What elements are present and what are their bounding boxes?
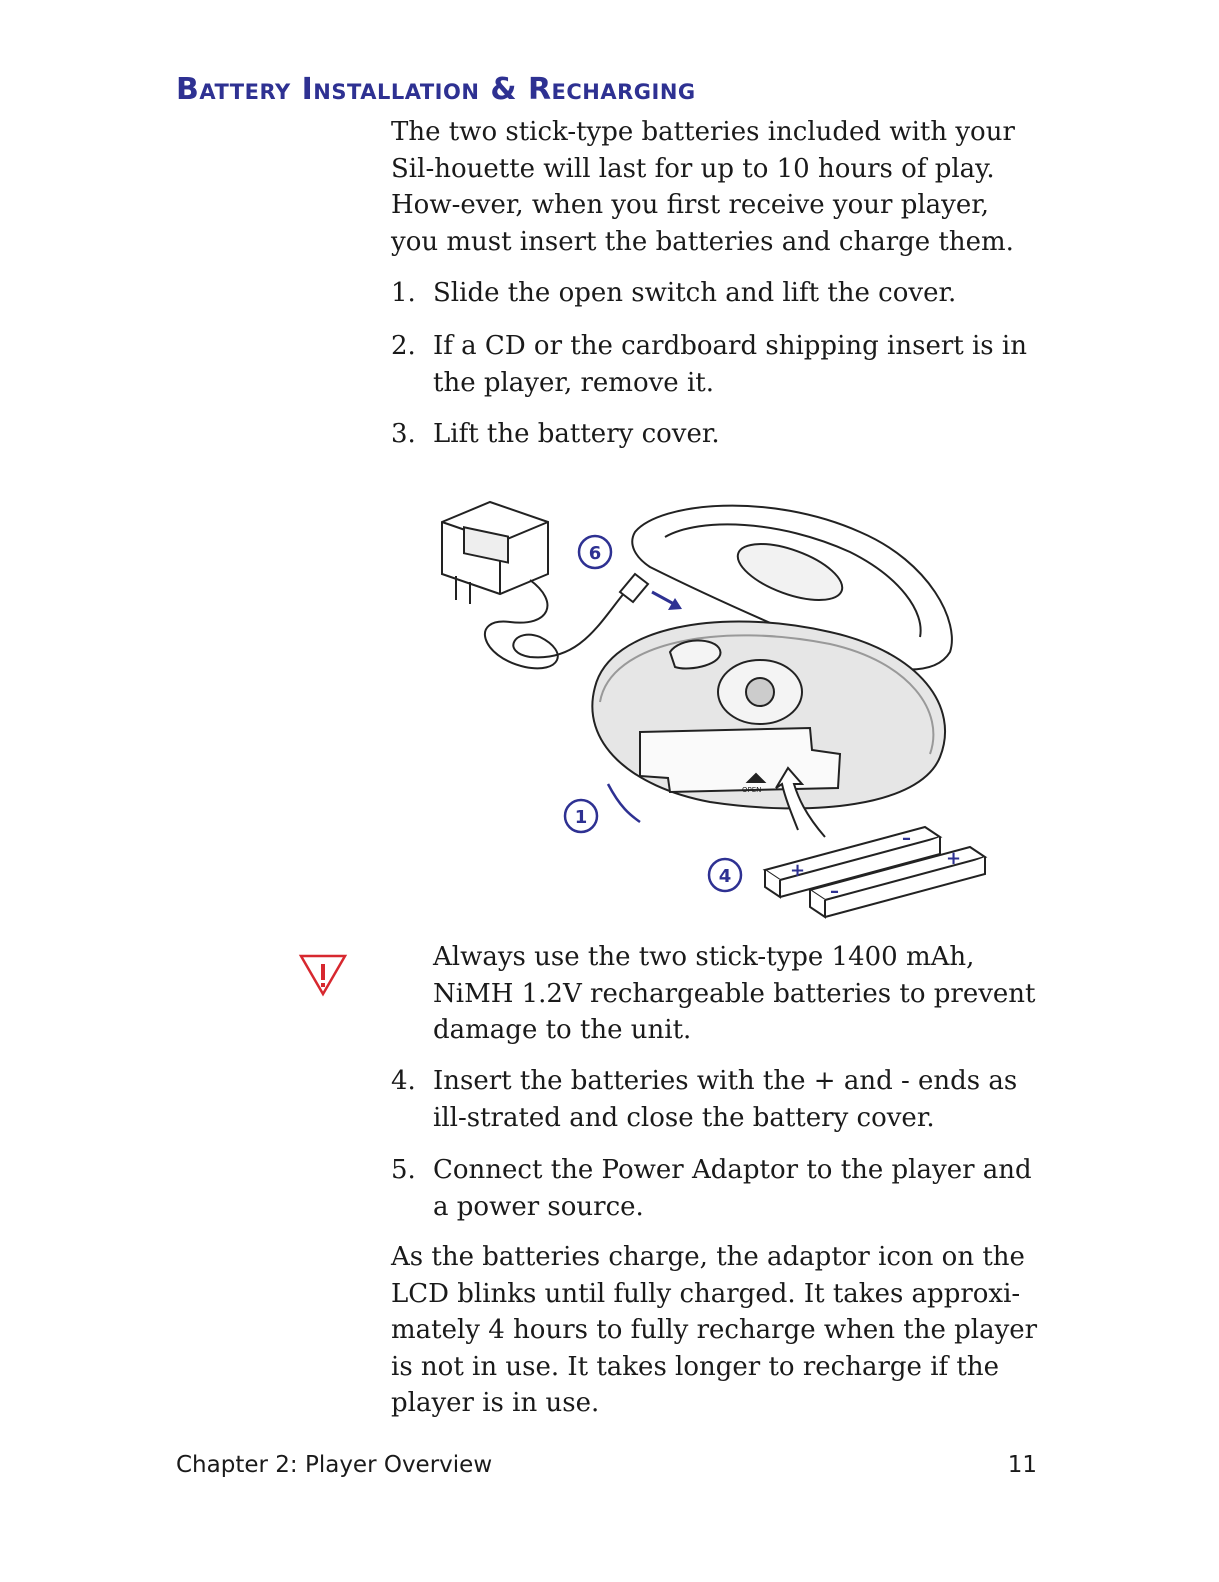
callout-1 xyxy=(565,800,597,832)
step-text: Slide the open switch and lift the cover. xyxy=(433,278,957,308)
step-item xyxy=(391,1063,1041,1136)
power-adaptor xyxy=(442,502,548,604)
minus-sign: – xyxy=(830,881,839,902)
step-text: Insert the batteries with the + and - ends as ill-strated and close the battery cover. xyxy=(433,1066,1018,1133)
step-item xyxy=(391,416,1041,453)
callout-number: 6 xyxy=(588,543,602,564)
page-number: 11 xyxy=(1007,1452,1037,1478)
callout-number: 1 xyxy=(574,807,588,828)
step-number: 5. xyxy=(391,1155,416,1185)
intro-paragraph: The two stick-type batteries included with your Sil-houette will last for up to 10 hours of play. How-ever, when you first receive your player, you must insert the batteries and charge them. xyxy=(391,117,1015,257)
step-text: Connect the Power Adaptor to the player and a power source. xyxy=(433,1155,1032,1222)
closing-paragraph: As the batteries charge, the adaptor icon on the LCD blinks until fully charged. It takes approxi-mately 4 hours to fully recharge when the player is not in use. It takes longer to recharge if the player is in use. xyxy=(391,1242,1038,1418)
step-number: 3. xyxy=(391,419,416,449)
battery-installation-illustration xyxy=(430,492,990,922)
open-label: OPEN xyxy=(742,786,762,794)
step-number: 2. xyxy=(391,331,416,361)
step-item xyxy=(391,1152,1041,1225)
step-item xyxy=(391,328,1041,401)
adaptor-cable xyxy=(485,580,625,668)
callout-number: 4 xyxy=(718,866,732,887)
plug xyxy=(620,574,648,602)
step-text: If a CD or the cardboard shipping insert is in the player, remove it. xyxy=(433,331,1027,398)
callout-6 xyxy=(579,536,611,568)
warning-icon xyxy=(298,952,348,998)
step-number: 4. xyxy=(391,1066,416,1096)
callout-4 xyxy=(709,859,741,891)
plus-sign: + xyxy=(946,848,962,869)
footer-chapter: Chapter 2: Player Overview xyxy=(176,1452,493,1478)
step-text: Lift the battery cover. xyxy=(433,419,720,449)
plus-sign: + xyxy=(790,860,806,881)
step-number: 1. xyxy=(391,278,416,308)
warning-text: Always use the two stick-type 1400 mAh, NiMH 1.2V rechargeable batteries to prevent damage to the unit. xyxy=(433,942,1036,1045)
step-item xyxy=(391,275,1041,312)
minus-sign: – xyxy=(902,828,911,849)
section-heading: Battery Installation & Recharging xyxy=(176,72,696,107)
